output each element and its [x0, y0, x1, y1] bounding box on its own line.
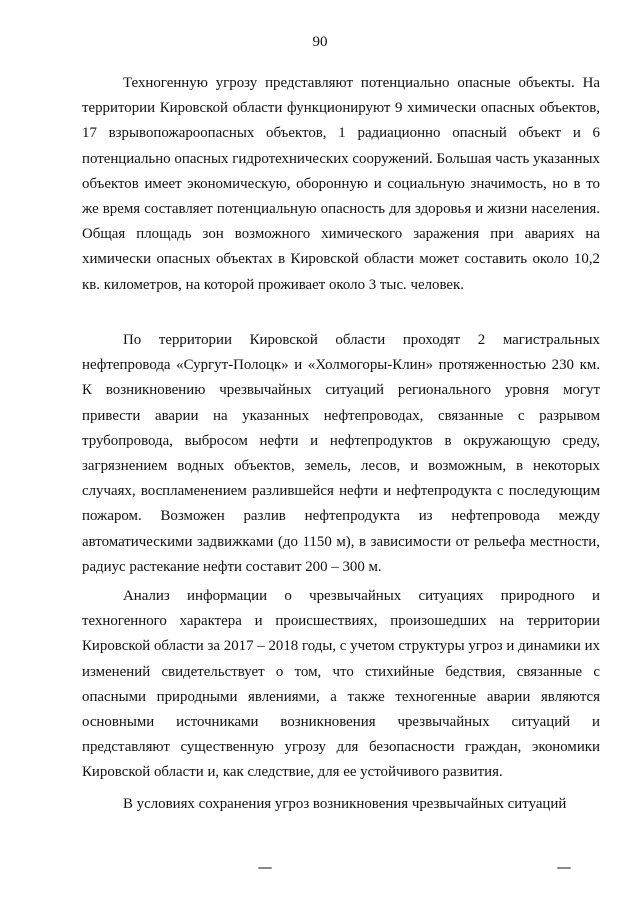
page-number: 90 [312, 34, 328, 50]
scan-mark-right [557, 867, 571, 869]
paragraph-oil-pipelines: По территории Кировской области проходят 2 магистральных нефтепровода «Сургут-Полоцк» и «Холмогоры-Клин» протяженностью 230 км. К возникновению чрезвычайных ситуаций регионального уровня могут привести аварии на указанных нефтепроводах, связанные с разрывом трубопровода, выбросом нефти и нефтепродуктов в окружающую среду, загрязнением водных объектов, земель, лесов, и возможным, в некоторых случаях, воспламенением разлившейся нефти и нефтепродукта с последующим пожаром. Возможен разлив нефтепродукта из нефтепровода между автоматическими задвижками (до 1150 м), в зависимости от рельефа местности, радиус растекание нефти составит 200 – 300 м. [82, 332, 600, 575]
paragraph-emergency-analysis: Анализ информации о чрезвычайных ситуациях природного и техногенного характера и происшествиях, произошедших на территории Кировской области за 2017 – 2018 годы, с учетом структуры угроз и динамики их изменений свидетельствует о том, что стихийные бедствия, связанные с опасными природными явлениями, а также техногенные аварии являются основными источниками возникновения чрезвычайных ситуаций и представляют существенную угрозу для безопасности граждан, экономики Кировской области и, как следствие, для ее устойчивого развития. [82, 588, 600, 781]
scan-mark-left [258, 867, 272, 869]
paragraph-technogenic-threat: Техногенную угрозу представляют потенциально опасные объекты. На территории Кировской области функционируют 9 химически опасных объектов, 17 взрывопожароопасных объектов, 1 радиационно опасный объект и 6 потенциально опасных гидротехнических сооружений. Большая часть указанных объектов имеет экономическую, оборонную и социальную значимость, но в то же время составляет потенциальную опасность для здоровья и жизни населения. Общая площадь зон возможного химического заражения при авариях на химически опасных объектах в Кировской области может составить около 10,2 кв. километров, на которой проживает около 3 тыс. человек. [82, 75, 600, 293]
paragraph-threat-conditions: В условиях сохранения угроз возникновения чрезвычайных ситуаций [123, 796, 567, 812]
